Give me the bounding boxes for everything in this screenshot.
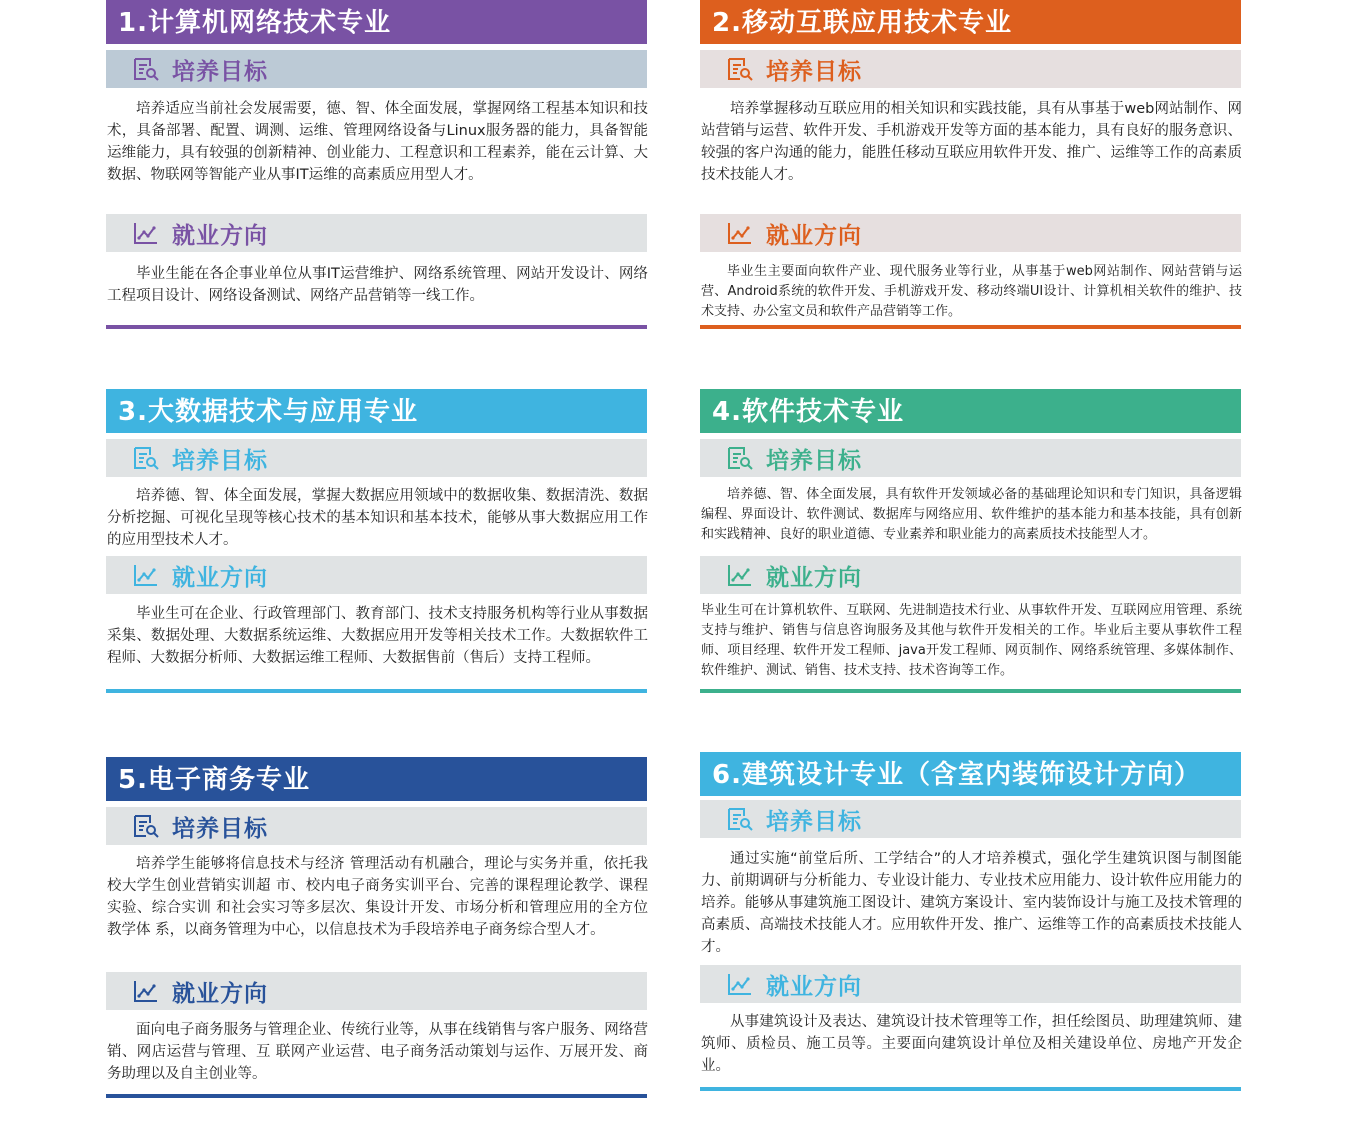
goal-label: 培养目标 xyxy=(172,815,268,842)
job-header xyxy=(106,972,647,1010)
job-text: 毕业生可在计算机软件、互联网、先进制造技术行业、从事软件开发、互联网应用管理、系统支持与维护、销售与信息咨询服务及其他与软件开发相关的工作。毕业后主要从事软件工程师、项目经理、软件开发工程师、java开发工程师、网页制作、网络系统管理、多媒体制作、软件维护、测试、销售、技术支持、技术咨询等工作。 xyxy=(701,603,1242,678)
goal-text: 培养德、智、体全面发展，具有软件开发领域必备的基础理论知识和专门知识，具备逻辑编程、界面设计、软件测试、数据库与网络应用、软件维护的基本能力和基本技能，具有创新和实践精神、良好的职业道德、专业素养和职业能力的高素质技术技能型人才。 xyxy=(701,487,1242,542)
bottom-rule xyxy=(700,1087,1241,1091)
chart-trend-icon xyxy=(726,563,754,587)
job-header xyxy=(700,556,1241,594)
chart-trend-icon xyxy=(132,563,160,587)
job-header xyxy=(106,556,647,594)
job-text: 毕业生可在企业、行政管理部门、教育部门、技术支持服务机构等行业从事数据采集、数据处理、大数据系统运维、大数据应用开发等相关技术工作。大数据软件工程师、大数据分析师、大数据运维工程师、大数据售前（售后）支持工程师。 xyxy=(107,606,648,666)
card-title: 5.电子商务专业 xyxy=(106,757,647,801)
bottom-rule xyxy=(106,1094,647,1098)
card-title: 3.大数据技术与应用专业 xyxy=(106,389,647,433)
job-label: 就业方向 xyxy=(766,973,862,1000)
job-text: 毕业生能在各企事业单位从事IT运营维护、网络系统管理、网站开发设计、网络工程项目设计、网络设备测试、网络产品营销等一线工作。 xyxy=(107,266,648,304)
job-header xyxy=(700,965,1241,1003)
chart-trend-icon xyxy=(726,221,754,245)
goal-text: 培养德、智、体全面发展，掌握大数据应用领域中的数据收集、数据清洗、数据分析挖掘、可视化呈现等核心技术的基本知识和基本技术，能够从事大数据应用工作的应用型技术人才。 xyxy=(107,488,648,548)
document-search-icon xyxy=(132,814,160,838)
job-text: 毕业生主要面向软件产业、现代服务业等行业，从事基于web网站制作、网站营销与运营、Android系统的软件开发、手机游戏开发、移动终端UI设计、计算机相关软件的维护、技术支持、办公室文员和软件产品营销等工作。 xyxy=(701,264,1242,319)
goal-label: 培养目标 xyxy=(766,447,862,474)
major-card-mobile-internet xyxy=(700,0,1241,332)
document-search-icon xyxy=(132,446,160,470)
job-label: 就业方向 xyxy=(766,564,862,591)
chart-trend-icon xyxy=(726,972,754,996)
document-search-icon xyxy=(726,807,754,831)
bottom-rule xyxy=(700,325,1241,329)
goal-text: 培养适应当前社会发展需要，德、智、体全面发展，掌握网络工程基本知识和技术，具备部署、配置、调测、运维、管理网络设备与Linux服务器的能力，具备智能运维能力，具有较强的创新精神、创业能力、工程意识和工程素养，能在云计算、大数据、物联网等智能产业从事IT运维的高素质应用型人才。 xyxy=(107,101,648,183)
job-label: 就业方向 xyxy=(172,222,268,249)
goal-header xyxy=(106,50,647,88)
major-card-big-data xyxy=(106,389,647,695)
job-label: 就业方向 xyxy=(766,222,862,249)
bottom-rule xyxy=(700,689,1241,693)
card-title: 6.建筑设计专业（含室内装饰设计方向） xyxy=(700,752,1241,796)
bottom-rule xyxy=(106,689,647,693)
job-text: 从事建筑设计及表达、建筑设计技术管理等工作，担任绘图员、助理建筑师、建筑师、质检员、施工员等。主要面向建筑设计单位及相关建设单位、房地产开发企业。 xyxy=(701,1014,1242,1074)
goal-text: 培养掌握移动互联应用的相关知识和实践技能，具有从事基于web网站制作、网站营销与运营、软件开发、手机游戏开发等方面的基本能力，具有良好的服务意识、较强的客户沟通的能力，能胜任移动互联应用软件开发、推广、运维等工作的高素质技术技能人才。 xyxy=(701,101,1242,183)
document-search-icon xyxy=(132,57,160,81)
goal-text: 通过实施“前堂后所、工学结合”的人才培养模式，强化学生建筑识图与制图能力、前期调研与分析能力、专业设计能力、专业技术应用能力、设计软件应用能力的培养。能够从事建筑施工图设计、建筑方案设计、室内装饰设计与施工及技术管理的高素质、高端技术技能人才。应用软件开发、推广、运维等工作的高素质技术技能人才。 xyxy=(701,851,1242,955)
bottom-rule xyxy=(106,325,647,329)
goal-header xyxy=(700,800,1241,838)
chart-trend-icon xyxy=(132,979,160,1003)
document-search-icon xyxy=(726,57,754,81)
job-label: 就业方向 xyxy=(172,564,268,591)
job-label: 就业方向 xyxy=(172,980,268,1007)
goal-text: 培养学生能够将信息技术与经济 管理活动有机融合，理论与实务并重，依托我校大学生创业营销实训超 市、校内电子商务实训平台、完善的课程理论教学、课程实验、综合实训 和社会实习等多层次、集设计开发、市场分析和管理应用的全方位教学体 系，以商务管理为中心，以信息技术为手段培养电子商务综合型人才。 xyxy=(107,856,648,938)
major-card-e-commerce xyxy=(106,757,647,1102)
goal-label: 培养目标 xyxy=(766,58,862,85)
job-text: 面向电子商务服务与管理企业、传统行业等，从事在线销售与客户服务、网络营销、网店运营与管理、互 联网产业运营、电子商务活动策划与运作、万展开发、商务助理以及自主创业等。 xyxy=(107,1022,648,1082)
goal-label: 培养目标 xyxy=(766,808,862,835)
card-title: 1.计算机网络技术专业 xyxy=(106,0,647,44)
chart-trend-icon xyxy=(132,221,160,245)
job-header xyxy=(106,214,647,252)
goal-label: 培养目标 xyxy=(172,58,268,85)
goal-header xyxy=(700,50,1241,88)
card-title: 4.软件技术专业 xyxy=(700,389,1241,433)
goal-header xyxy=(106,807,647,845)
job-header xyxy=(700,214,1241,252)
goal-header xyxy=(106,439,647,477)
major-card-software xyxy=(700,389,1241,695)
document-search-icon xyxy=(726,446,754,470)
goal-header xyxy=(700,439,1241,477)
goal-label: 培养目标 xyxy=(172,447,268,474)
major-card-architecture-design xyxy=(700,752,1241,1097)
card-title: 2.移动互联应用技术专业 xyxy=(700,0,1241,44)
major-card-computer-network xyxy=(106,0,647,332)
